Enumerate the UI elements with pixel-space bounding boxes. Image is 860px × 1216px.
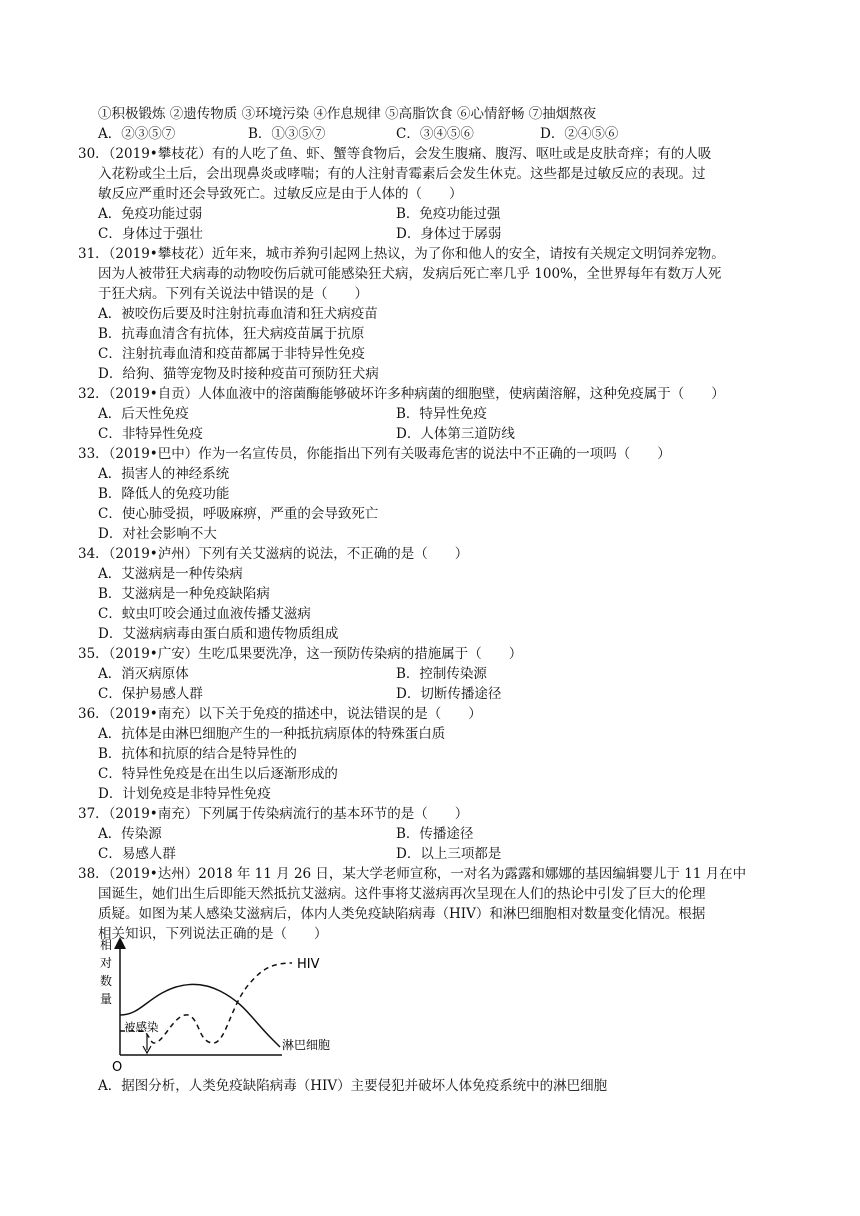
q33-option-a: A．损害人的神经系统 bbox=[98, 466, 230, 482]
q31-option-d: D．给狗、猫等宠物及时接种疫苗可预防狂犬病 bbox=[98, 366, 379, 382]
q33-option-c: C．使心肺受损，呼吸麻痹，严重的会导致死亡 bbox=[98, 506, 379, 522]
q35-option-d: D．切断传播途径 bbox=[396, 686, 502, 702]
q29-option-a: A．②③⑤⑦ bbox=[98, 126, 176, 142]
q32-option-b: B．特异性免疫 bbox=[396, 406, 487, 422]
hiv-series-label: HIV bbox=[297, 957, 320, 972]
q37-option-c: C．易感人群 bbox=[98, 846, 176, 862]
q37-option-d: D．以上三项都是 bbox=[396, 846, 502, 862]
q30-stem-line: 30．（2019•攀枝花）有的人吃了鱼、虾、蟹等食物后，会发生腹痛、腹泻、呕吐或是皮肤奇痒；有的人吸 bbox=[78, 146, 712, 162]
q31-stem-line: 于狂犬病。下列有关说法中错误的是（ ） bbox=[98, 286, 368, 302]
q32-option-c: C．非特异性免疫 bbox=[98, 426, 203, 442]
hiv-lymphocyte-chart bbox=[92, 935, 352, 1075]
q37-option-b: B．传播途径 bbox=[396, 826, 474, 842]
q31-option-b: B．抗毒血清含有抗体，狂犬病疫苗属于抗原 bbox=[98, 326, 365, 342]
q37-stem-line: 37．（2019•南充）下列属于传染病流行的基本环节的是（ ） bbox=[78, 806, 469, 822]
q33-stem-line: 33．（2019•巴中）作为一名宣传员，你能指出下列有关吸毒危害的说法中不正确的一项吗（ ） bbox=[78, 446, 671, 462]
q35-stem-line: 35．（2019•广安）生吃瓜果要洗净，这一预防传染病的措施属于（ ） bbox=[78, 646, 523, 662]
q30-option-c: C．身体过于强壮 bbox=[98, 226, 203, 242]
q34-stem-line: 34．（2019•泸州）下列有关艾滋病的说法，不正确的是（ ） bbox=[78, 546, 469, 562]
q30-option-d: D．身体过于孱弱 bbox=[396, 226, 502, 242]
q34-option-c: C．蚊虫叮咬会通过血液传播艾滋病 bbox=[98, 606, 311, 622]
q35-option-a: A．消灭病原体 bbox=[98, 666, 189, 682]
q29-option-b: B．①③⑤⑦ bbox=[248, 126, 326, 142]
q38-stem-line: 质疑。如图为某人感染艾滋病后，体内人类免疫缺陷病毒（HIV）和淋巴细胞相对数量变化情况。根据 bbox=[98, 906, 706, 922]
y-axis-label-char: 量 bbox=[100, 992, 113, 1006]
y-axis-label-char: 对 bbox=[100, 956, 113, 970]
q36-option-c: C．特异性免疫是在出生以后逐渐形成的 bbox=[98, 766, 338, 782]
q30-stem-line: 敏反应严重时还会导致死亡。过敏反应是由于人体的（ ） bbox=[98, 186, 463, 202]
q37-option-a: A．传染源 bbox=[98, 826, 162, 842]
q31-stem-line: 因为人被带狂犬病毒的动物咬伤后就可能感染狂犬病，发病后死亡率几乎 100%，全世界每年有数万人死 bbox=[98, 266, 722, 282]
q38-stem-line: 38．（2019•达州）2018 年 11 月 26 日，某大学老师宣称，一对名为露露和娜娜的基因编辑婴儿于 11 月在中 bbox=[78, 866, 747, 882]
q38-stem-line: 相关知识，下列说法正确的是（ ） bbox=[98, 926, 328, 942]
origin-label: O bbox=[112, 1060, 123, 1075]
lymphocyte-series-label: 淋巴细胞 bbox=[282, 1038, 331, 1052]
q29-option-c: C．③④⑤⑥ bbox=[396, 126, 474, 142]
q30-stem-line: 入花粉或尘土后，会出现鼻炎或哮喘；有的人注射青霉素后会发生休克。这些都是过敏反应的表现。过 bbox=[98, 166, 706, 182]
q31-option-a: A．被咬伤后要及时注射抗毒血清和狂犬病疫苗 bbox=[98, 306, 378, 322]
q31-option-c: C．注射抗毒血清和疫苗都属于非特异性免疫 bbox=[98, 346, 365, 362]
q32-option-d: D．人体第三道防线 bbox=[396, 426, 515, 442]
y-axis-label-char: 数 bbox=[100, 974, 113, 988]
q29-option-d: D．②④⑤⑥ bbox=[540, 126, 619, 142]
q36-option-b: B．抗体和抗原的结合是特异性的 bbox=[98, 746, 297, 762]
q35-option-b: B．控制传染源 bbox=[396, 666, 487, 682]
q30-option-b: B．免疫功能过强 bbox=[396, 206, 501, 222]
q33-option-b: B．降低人的免疫功能 bbox=[98, 486, 230, 502]
q36-option-d: D．计划免疫是非特异性免疫 bbox=[98, 786, 271, 802]
y-axis-label-char: 相 bbox=[100, 938, 113, 952]
q34-option-a: A．艾滋病是一种传染病 bbox=[98, 566, 243, 582]
q32-option-a: A．后天性免疫 bbox=[98, 406, 189, 422]
q30-option-a: A．免疫功能过弱 bbox=[98, 206, 203, 222]
q38-option-a: A．据图分析，人类免疫缺陷病毒（HIV）主要侵犯并破坏人体免疫系统中的淋巴细胞 bbox=[98, 1078, 608, 1094]
q31-stem-line: 31．（2019•攀枝花）近年来，城市养狗引起网上热议，为了你和他人的安全，请按有关规定文明饲养宠物。 bbox=[78, 246, 725, 262]
q34-option-b: B．艾滋病是一种免疫缺陷病 bbox=[98, 586, 270, 602]
q29-items: ①积极锻炼 ②遗传物质 ③环境污染 ④作息规律 ⑤高脂饮食 ⑥心情舒畅 ⑦抽烟熬夜 bbox=[98, 106, 597, 122]
q38-stem-line: 国诞生，她们出生后即能天然抵抗艾滋病。这件事将艾滋病再次呈现在人们的热论中引发了巨大的伦理 bbox=[98, 886, 706, 902]
lymphocyte-series-line bbox=[120, 984, 280, 1047]
infection-annotation: 被感染 bbox=[124, 1020, 159, 1034]
q36-option-a: A．抗体是由淋巴细胞产生的一种抵抗病原体的特殊蛋白质 bbox=[98, 726, 446, 742]
q34-option-d: D．艾滋病病毒由蛋白质和遗传物质组成 bbox=[98, 626, 339, 642]
q35-option-c: C．保护易感人群 bbox=[98, 686, 203, 702]
q36-stem-line: 36．（2019•南充）以下关于免疫的描述中，说法错误的是（ ） bbox=[78, 706, 482, 722]
q33-option-d: D．对社会影响不大 bbox=[98, 526, 217, 542]
q32-stem-line: 32．（2019•自贡）人体血液中的溶菌酶能够破坏许多种病菌的细胞壁，使病菌溶解，这种免疫属于（ ） bbox=[78, 386, 725, 402]
